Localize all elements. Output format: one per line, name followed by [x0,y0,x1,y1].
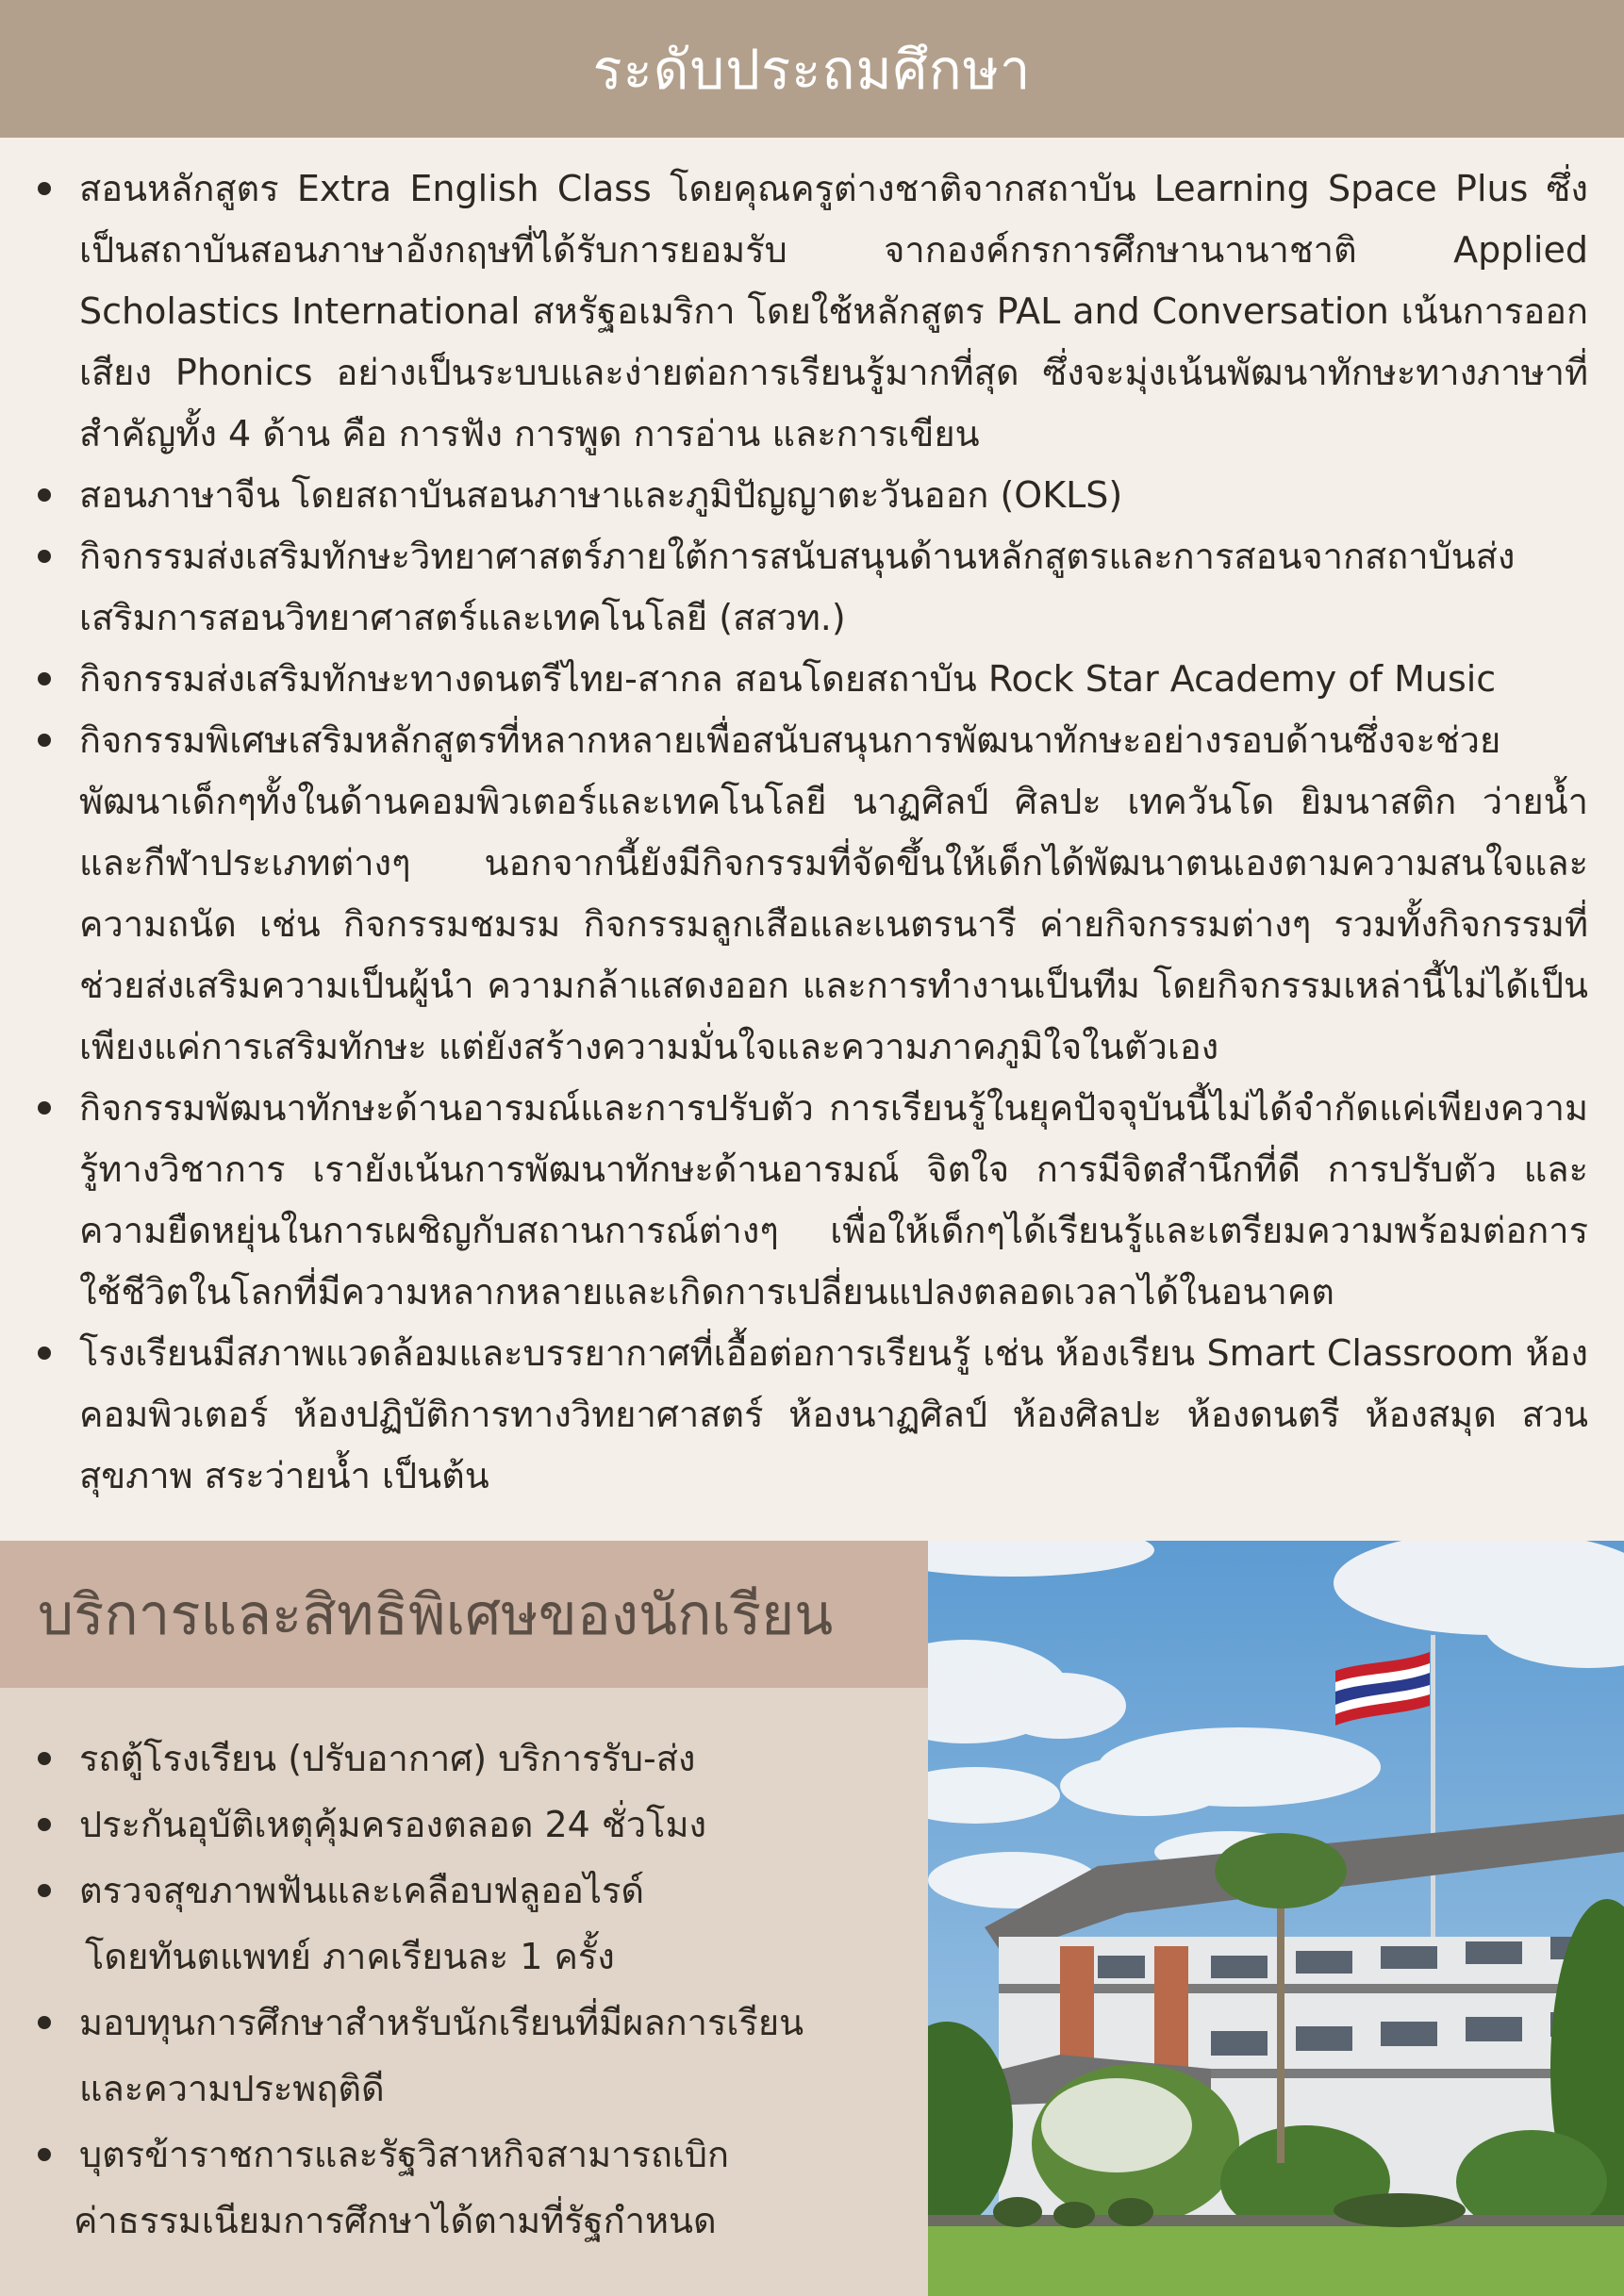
benefit-item-insurance [79,1792,928,1858]
benefits-title: บริการและสิทธิพิเศษของนักเรียน [38,1581,834,1648]
program-item-emotional: กิจกรรมพัฒนาทักษะด้านอารมณ์และการปรับตัว การเรียนรู้ในยุคปัจจุบันนี้ไม่ได้จำกัดแค่เพียงความรู้ทางวิชาการ เรายังเน้นการพัฒนาทักษะด้านอารมณ์ จิตใจ การมีจิตสำนึกที่ดี การปรับตัว และความยืดหยุ่นในการเผชิญกับสถานการณ์ต่างๆ เพื่อให้เด็กๆได้เรียนรู้และเตรียมความพร้อมต่อการใช้ชีวิตในโลกที่มีความหลากหลายและเกิดการเปลี่ยนแปลงตลอดเวลาได้ในอนาคต [79,1078,1588,1323]
benefit-line: และความประพฤติดี [79,2068,385,2109]
benefit-item-dental [79,1858,928,1990]
bottom-section [0,1541,1624,2296]
benefit-line: บุตรข้าราชการและรัฐวิสาหกิจสามารถเบิก [79,2134,730,2175]
benefit-item-scholarship [79,1990,928,2122]
program-item-english: สอนหลักสูตร Extra English Class โดยคุณครูต่างชาติจากสถาบัน Learning Space Plus ซึ่งเป็นสถาบันสอนภาษาอังกฤษที่ได้รับการยอมรับ จากองค์กรการศึกษานานาชาติ Applied Scholastics International สหรัฐอเมริกา โดยใช้หลักสูตร PAL and Conversation เน้นการออกเสียง Phonics อย่างเป็นระบบและง่ายต่อการเรียนรู้มากที่สุด ซึ่งจะมุ่งเน้นพัฒนาทักษะทางภาษาที่สำคัญทั้ง 4 ด้าน คือ การฟัง การพูด การอ่าน และการเขียน [79,158,1588,465]
school-building-photo [928,1541,1624,2296]
benefit-line: รถตู้โรงเรียน (ปรับอากาศ) บริการรับ-ส่ง [79,1738,696,1779]
program-item-facilities: โรงเรียนมีสภาพแวดล้อมและบรรยากาศที่เอื้อต่อการเรียนรู้ เช่น ห้องเรียน Smart Classroom ห้องคอมพิวเตอร์ ห้องปฏิบัติการทางวิทยาศาสตร์ ห้องนาฏศิลป์ ห้องศิลปะ ห้องดนตรี ห้องสมุด สวนสุขภาพ สระว่ายน้ำ เป็นต้น [79,1323,1588,1507]
program-item-activities: กิจกรรมพิเศษเสริมหลักสูตรที่หลากหลายเพื่อสนับสนุนการพัฒนาทักษะอย่างรอบด้านซึ่งจะช่วยพัฒนาเด็กๆทั้งในด้านคอมพิวเตอร์และเทคโนโลยี นาฏศิลป์ ศิลปะ เทควันโด ยิมนาสติก ว่ายน้ำ และกีฬาประเภทต่างๆ นอกจากนี้ยังมีกิจกรรมที่จัดขึ้นให้เด็กได้พัฒนาตนเองตามความสนใจและความถนัด เช่น กิจกรรมชมรม กิจกรรมลูกเสือและเนตรนารี ค่ายกิจกรรมต่างๆ รวมทั้งกิจกรรมที่ช่วยส่งเสริมความเป็นผู้นำ ความกล้าแสดงออก และการทำงานเป็นทีม โดยกิจกรรมเหล่านี้ไม่ได้เป็นเพียงแค่การเสริมทักษะ แต่ยังสร้างความมั่นใจและความภาคภูมิใจในตัวเอง [79,710,1588,1078]
benefit-item-reimbursement [74,2122,928,2254]
benefit-line: ประกันอุบัติเหตุคุ้มครองตลอด 24 ชั่วโมง [79,1804,707,1845]
benefit-line: ตรวจสุขภาพฟันและเคลือบฟลูออไรด์ [79,1870,645,1911]
program-list [0,158,1624,1507]
program-item-science: กิจกรรมส่งเสริมทักษะวิทยาศาสตร์ภายใต้การสนับสนุนด้านหลักสูตรและการสอนจากสถาบันส่งเสริมการสอนวิทยาศาสตร์และเทคโนโลยี (สสวท.) [79,526,1588,649]
program-item-chinese: สอนภาษาจีน โดยสถาบันสอนภาษาและภูมิปัญญาตะวันออก (OKLS) [79,465,1588,526]
section-header [0,0,1624,138]
benefits-panel [0,1541,928,2296]
benefit-line: มอบทุนการศึกษาสำหรับนักเรียนที่มีผลการเรียน [79,2002,804,2043]
benefit-item-van [79,1726,928,1792]
benefit-line: โดยทันตแพทย์ ภาคเรียนละ 1 ครั้ง [85,1936,615,1977]
benefit-line: ค่าธรรมเนียมการศึกษาได้ตามที่รัฐกำหนด [74,2200,717,2241]
benefits-list [0,1726,928,2254]
program-item-music: กิจกรรมส่งเสริมทักษะทางดนตรีไทย-สากล สอนโดยสถาบัน Rock Star Academy of Music [79,649,1588,710]
benefits-header [0,1541,928,1688]
section-title: ระดับประถมศึกษา [592,37,1032,102]
lawn [928,2220,1624,2296]
